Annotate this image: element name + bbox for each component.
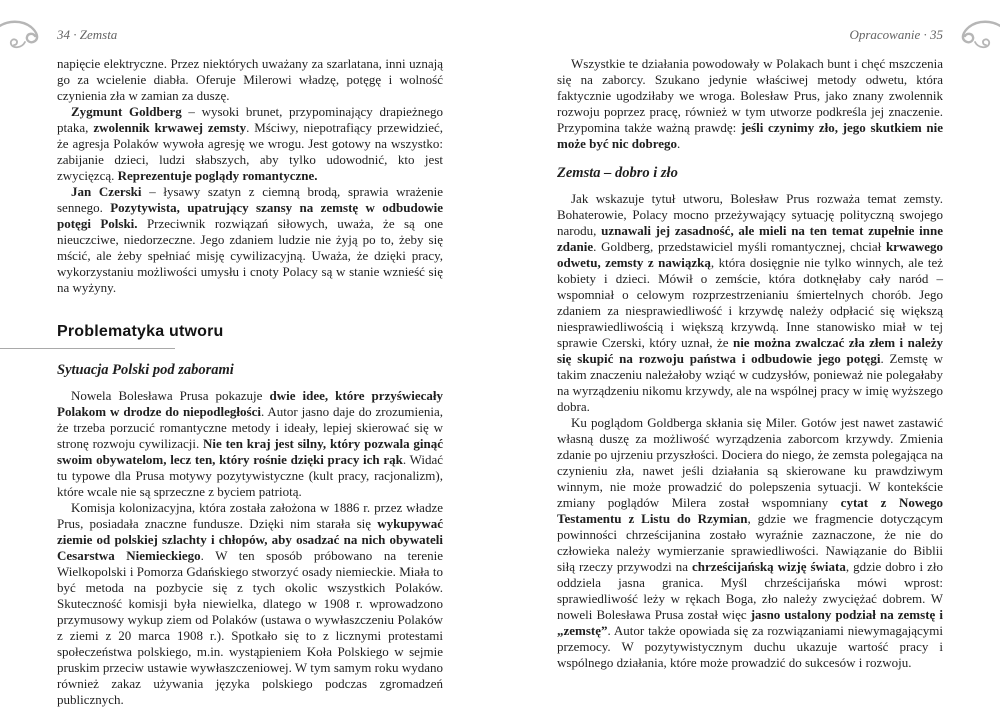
bold-text-segment: jasno ustalony podział na zemstę i „zemstę” — [557, 607, 943, 638]
text-segment: . Autor także opowiada się za rozwiązaniami niewymagającymi przemocy. W pozytywistycznym duchu ukazuje wartość pracy i wspólnego działania, które może prowadzić do sukcesów i rozwoju. — [557, 623, 943, 670]
bold-text-segment: Pozytywista, upatrujący szansy na zemstę w odbudowie potęgi Polski. — [57, 200, 443, 231]
text-segment: Wszystkie te działania powodowały w Polakach bunt i chęć mszczenia się na zaborcy. Szukano jedynie właściwej metody odwetu, która faktycznie ugodziłaby we wroga. Bolesław Prus, jako znany zwolennik rozwoju poprzez pracę, również w tym utworze podkreśla jej znaczenie. Przypomina także ważną prawdę: — [557, 56, 943, 135]
paragraph — [57, 388, 443, 500]
bold-text-segment: nie można zwalczać zła złem i należy się skupić na rozwoju państwa i odbudowie jego potęgi — [557, 335, 943, 366]
paragraph — [557, 415, 943, 671]
section-heading-rule — [0, 348, 175, 349]
bold-text-segment: jeśli czynimy zło, jego skutkiem nie może być nic dobrego — [557, 120, 944, 151]
paragraph — [57, 104, 443, 184]
bold-text-segment: dwie idee, które przyświecały Polakom w drodze do niepodległości — [57, 388, 443, 419]
text-segment: Ku poglądom Goldberga skłania się Miler. Gotów jest nawet zastawić własną duszę za możliwość wyrządzenia zaborcom krzywdy. Zmienia zdanie po ujrzeniu przyszłości. Dociera do niego, że zemsta polegająca na czynieniu zła, nawet jeśli działania są skierowane ku prawdziwym winnym, nie może prowadzić do polepszenia sytuacji. W kontekście zmiany poglądów Milera został wspomniany — [557, 415, 943, 510]
corner-flourish-right-icon — [956, 18, 1000, 50]
sub-heading: Zemsta – dobro i zło — [557, 165, 678, 181]
text-segment: Jak wskazuje tytuł utworu, Bolesław Prus rozważa temat zemsty. Bohaterowie, Polacy mocno przeżywający sytuację polityczną swojego narodu, — [557, 191, 943, 238]
text-segment: napięcie elektryczne. Przez niektórych uważany za szarlatana, inni uznają go za wcielenie diabła. Oferuje Milerowi władzę, potęgę i wolność czynienia zła w zamian za duszę. — [57, 56, 443, 103]
paragraph — [57, 184, 443, 296]
running-head-right: Opracowanie · 35 — [849, 27, 943, 42]
text-segment: . Widać tu typowe dla Prusa motywy pozytywistyczne (kult pracy, racjonalizm), które wcale nie są sprzeczne z byciem patriotą. — [57, 452, 443, 499]
paragraph — [57, 56, 443, 104]
text-segment: , która dosięgnie nie tylko winnych, ale też kobiety i dzieci. Mówił o zemście, która dotknęłaby cały naród – wspomniał o celowym rozprzestrzenianiu śmiertelnych chorób. Jego zdaniem za niesprawiedliwość i krzywdę należy odpłacić się większą niesprawiedliwością i większą krzywdą. Inne stanowisko miał w tej sprawie Czerski, który uznał, że — [557, 255, 943, 350]
bold-text-segment: Zygmunt Goldberg — [71, 104, 182, 119]
right-page-column — [557, 56, 943, 671]
text-segment: , gdzie dobro i zło oddziela jasna granica. Myśl chrześcijańska mówi wprost: sprawiedliwość leży w rękach Boga, zło należy zwyciężać dobrem. W noweli Bolesława Prusa został więc — [557, 559, 944, 622]
bold-text-segment: wykupywać ziemie od polskiej szlachty i chłopów, aby osadzać na nich obywateli Cesarstwa Niemieckiego — [57, 516, 443, 563]
text-segment: Przeciwnik rozwiązań siłowych, uważa, że są one nieuczciwe, niedorzeczne. Jego zdaniem ludzie nie żyją po to, żeby się mścić, ale żeby spełniać misję cywilizacyjną. Uważa, że dzięki pracy, wykorzystaniu możliwości umysłu i cnoty Polacy są w stanie wznieść się na wyżyny. — [57, 216, 443, 295]
text-segment: . Goldberg, przedstawiciel myśli romantycznej, chciał — [593, 239, 886, 254]
text-segment: . Zemstę w takim znaczeniu należałoby wziąć w cudzysłów, ponieważ nie polegałaby na wyrządzeniu nikomu krzywdy, ale na wspólnej pracy w imię wyższego dobra. — [557, 351, 943, 414]
text-segment: . W ten sposób próbowano na terenie Wielkopolski i Pomorza Gdańskiego stworzyć osady niemieckie. Miała to być metoda na pozbycie się z tych okolic wszystkich Polaków. Skuteczność komisji była niewielka, dlatego w 1908 r. wprowadzono przymusowy wykup ziem od Polaków (ustawa o wywłaszczeniu Polaków z ziemi z 20 marca 1908 r.). Spotkało się to z licznymi protestami społeczeństwa polskiego, m.in. wystąpieniem Koła Polskiego w sejmie pruskim przeciw ustawie wywłaszczeniowej. W tym samym roku wydano również zakaz używania języka polskiego podczas zgromadzeń publicznych. — [57, 548, 443, 707]
text-segment: – wysoki brunet, przypominający drapieżnego ptaka, — [57, 104, 443, 135]
text-segment: Nowela Bolesława Prusa pokazuje — [71, 388, 270, 403]
text-segment: . Autor jasno daje do zrozumienia, że trzeba porzucić romantyczne metody i ideały, lepiej skierować się w stronę rozwoju cywilizacji. — [57, 404, 443, 451]
bold-text-segment: Reprezentuje poglądy romantyczne. — [117, 168, 318, 183]
bold-text-segment: krwawego odwetu, zemsty z nawiązką — [557, 239, 943, 270]
left-page-column — [57, 56, 443, 707]
text-segment: . — [677, 136, 681, 151]
corner-flourish-left-icon — [0, 18, 44, 50]
running-head-left: 34 · Zemsta — [57, 27, 118, 42]
text-segment: – łysawy szatyn z ciemną brodą, sprawia wrażenie sennego. — [57, 184, 443, 215]
bold-text-segment: uznawali jej zasadność, ale mieli na ten temat zupełnie inne zdanie — [557, 223, 943, 254]
text-segment: Komisja kolonizacyjna, która została założona w 1886 r. przez władze Prus, posiadała znaczne fundusze. Dzięki nim starała się — [57, 500, 443, 531]
sub-heading: Sytuacja Polski pod zaborami — [57, 362, 234, 378]
text-segment: . Mściwy, niepotrafiący przewidzieć, że agresja Polaków wywoła agresję we wrogu. Jest gotowy na wszystko: zabijanie dzieci, ludzi słabszych, aby tylko udowodnić, kto jest zwycięzcą. — [57, 120, 443, 183]
text-segment: , gdzie we fragmencie dotyczącym powinności chrześcijanina zostało wyraźnie zaznaczone, że nie do człowieka należy wymierzanie sprawiedliwości. Nawiązanie do Biblii siłą rzeczy przywodzi na — [557, 511, 943, 574]
bold-text-segment: Jan Czerski — [71, 184, 142, 199]
bold-text-segment: Nie ten kraj jest silny, który pozwala ginąć swoim obywatelom, lecz ten, który rośnie dzięki pracy ich rąk — [57, 436, 443, 467]
section-heading: Problematyka utworu — [57, 323, 224, 340]
paragraph — [557, 191, 943, 415]
paragraph — [557, 56, 943, 152]
bold-text-segment: cytat z Nowego Testamentu z Listu do Rzymian — [557, 495, 944, 526]
bold-text-segment: chrześcijańską wizję świata — [692, 559, 846, 574]
paragraph — [57, 500, 443, 707]
bold-text-segment: zwolennik krwawej zemsty — [93, 120, 247, 135]
